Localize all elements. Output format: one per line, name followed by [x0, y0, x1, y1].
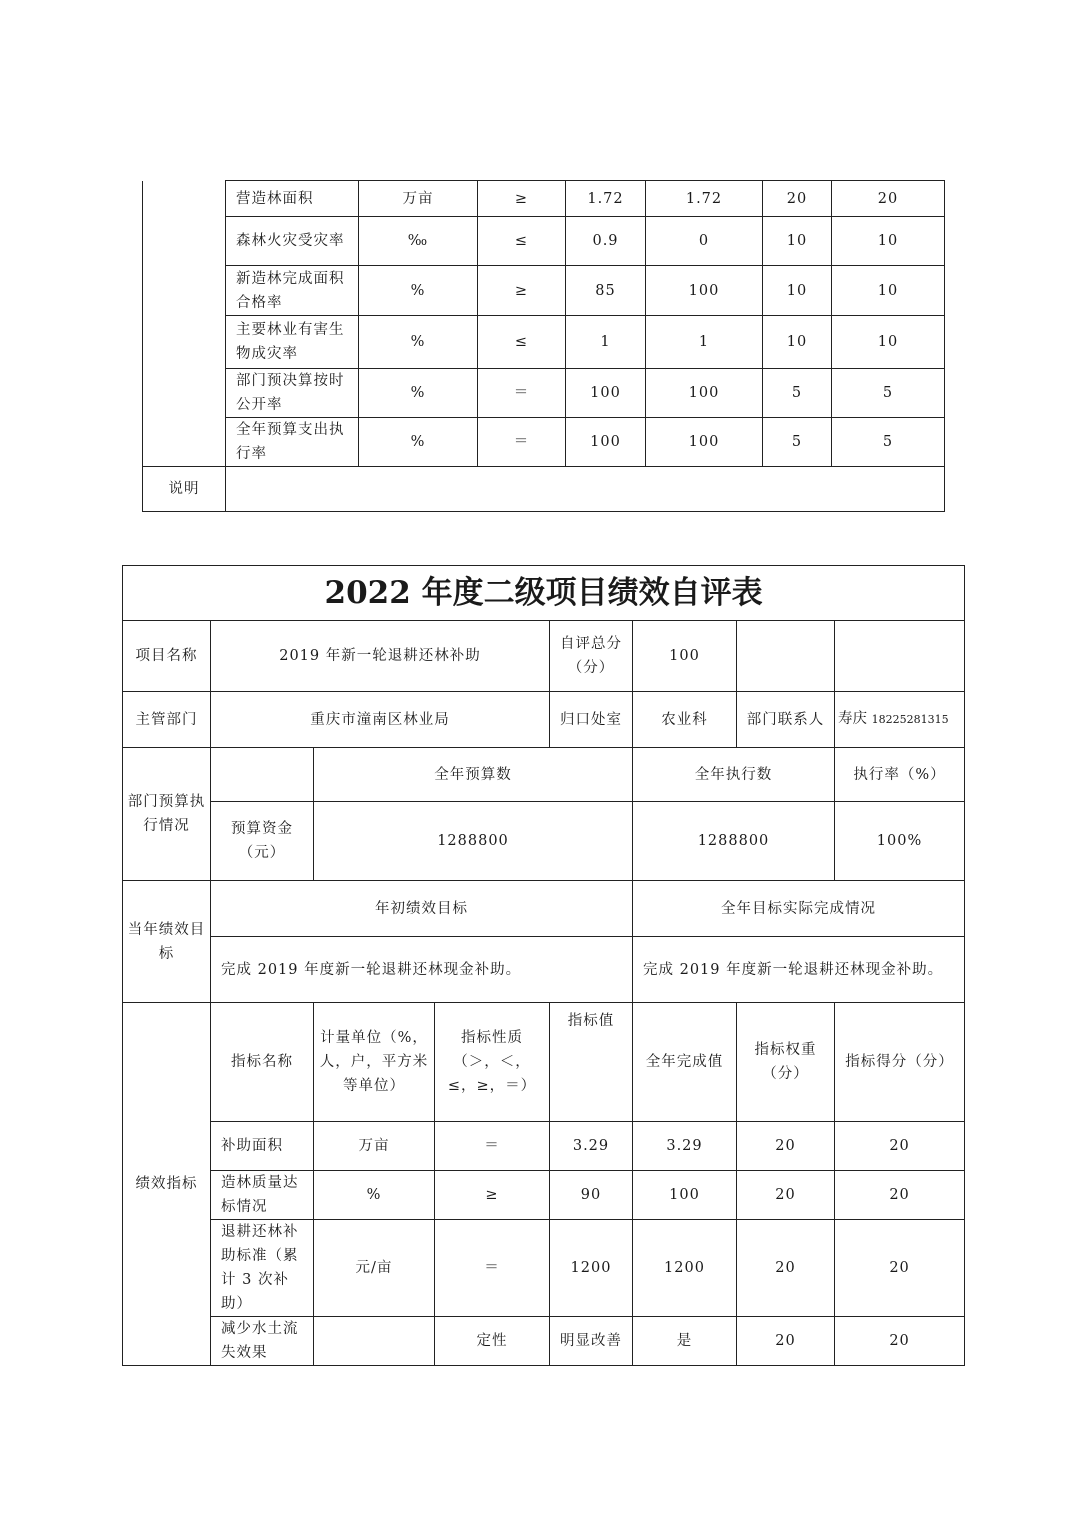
indicator-target: 85 [566, 266, 646, 316]
kpi-header-nature: 指标性质（＞，＜，≤，≥，＝） [435, 1003, 550, 1122]
department-row [123, 692, 965, 748]
indicator-name: 营造林面积 [226, 181, 359, 217]
table-row [123, 1122, 965, 1171]
table-row [143, 266, 945, 316]
indicator-name: 部门预决算按时公开率 [226, 369, 359, 418]
goal-value-row [123, 937, 965, 1003]
budget-total-value: 1288800 [314, 802, 633, 881]
contact-value [835, 692, 965, 748]
kpi-unit [314, 1317, 435, 1366]
form-title: 2022 年度二级项目绩效自评表 [123, 566, 965, 621]
kpi-target: 明显改善 [550, 1317, 633, 1366]
goal-initial-header: 年初绩效目标 [211, 881, 633, 937]
budget-header-row [123, 748, 965, 802]
indicator-target: 1.72 [566, 181, 646, 217]
note-value [226, 467, 945, 512]
indicator-operator: ≥ [478, 266, 566, 316]
indicator-unit: % [359, 316, 478, 369]
project-name-value: 2019 年新一轮退耕还林补助 [211, 621, 550, 692]
table-row [143, 418, 945, 467]
kpi-target: 1200 [550, 1220, 633, 1317]
kpi-unit: % [314, 1171, 435, 1220]
kpi-actual: 是 [633, 1317, 737, 1366]
kpi-header-value: 指标值 [550, 1003, 633, 1122]
kpi-score: 20 [835, 1122, 965, 1171]
indicator-unit: % [359, 369, 478, 418]
indicator-actual: 1.72 [646, 181, 763, 217]
budget-rate-value: 100% [835, 802, 965, 881]
goal-actual-header: 全年目标实际完成情况 [633, 881, 965, 937]
budget-exec-value: 1288800 [633, 802, 835, 881]
indicator-score: 10 [832, 316, 945, 369]
indicator-target: 100 [566, 418, 646, 467]
contact-phone: 18225281315 [871, 713, 949, 726]
empty-cell [835, 621, 965, 692]
note-label: 说明 [143, 467, 226, 512]
budget-total-header: 全年预算数 [314, 748, 633, 802]
empty-cell [211, 748, 314, 802]
indicator-name: 森林火灾受灾率 [226, 217, 359, 266]
goal-header-row [123, 881, 965, 937]
table-row [143, 316, 945, 369]
table-row [123, 1220, 965, 1317]
indicator-actual: 100 [646, 418, 763, 467]
goal-initial-value: 完成 2019 年度新一轮退耕还林现金补助。 [211, 937, 633, 1003]
kpi-header-row [123, 1003, 965, 1122]
budget-value-row [123, 802, 965, 881]
kpi-header-weight: 指标权重（分） [737, 1003, 835, 1122]
kpi-weight: 20 [737, 1122, 835, 1171]
kpi-operator: ＝ [435, 1220, 550, 1317]
kpi-header-unit: 计量单位（%，人，户，平方米等单位） [314, 1003, 435, 1122]
kpi-target: 3.29 [550, 1122, 633, 1171]
indicator-weight: 20 [763, 181, 832, 217]
kpi-name: 减少水土流失效果 [211, 1317, 314, 1366]
indicator-unit: % [359, 418, 478, 467]
indicator-actual: 100 [646, 266, 763, 316]
table-row [123, 1171, 965, 1220]
self-score-value: 100 [633, 621, 737, 692]
project-name-label: 项目名称 [123, 621, 211, 692]
indicator-target: 100 [566, 369, 646, 418]
indicator-operator: ＝ [478, 418, 566, 467]
kpi-weight: 20 [737, 1220, 835, 1317]
office-value: 农业科 [633, 692, 737, 748]
indicator-score: 5 [832, 418, 945, 467]
indicator-actual: 0 [646, 217, 763, 266]
indicator-target: 0.9 [566, 217, 646, 266]
kpi-header-score: 指标得分（分） [835, 1003, 965, 1122]
indicator-name: 全年预算支出执行率 [226, 418, 359, 467]
table-row [143, 181, 945, 217]
kpi-header-actual: 全年完成值 [633, 1003, 737, 1122]
indicator-weight: 10 [763, 217, 832, 266]
kpi-operator: ≥ [435, 1171, 550, 1220]
indicator-operator: ＝ [478, 369, 566, 418]
indicator-unit: % [359, 266, 478, 316]
kpi-label: 绩效指标 [123, 1003, 211, 1366]
kpi-actual: 1200 [633, 1220, 737, 1317]
indicator-unit: 万亩 [359, 181, 478, 217]
indicator-table-continued [142, 180, 945, 512]
indicator-weight: 5 [763, 369, 832, 418]
kpi-score: 20 [835, 1171, 965, 1220]
budget-rate-header: 执行率（%） [835, 748, 965, 802]
kpi-name: 造林质量达标情况 [211, 1171, 314, 1220]
goal-actual-value: 完成 2019 年度新一轮退耕还林现金补助。 [633, 937, 965, 1003]
budget-exec-header: 全年执行数 [633, 748, 835, 802]
kpi-operator: 定性 [435, 1317, 550, 1366]
table-row [123, 1317, 965, 1366]
goal-label: 当年绩效目标 [123, 881, 211, 1003]
indicator-score: 10 [832, 266, 945, 316]
indicator-score: 10 [832, 217, 945, 266]
indicator-weight: 10 [763, 316, 832, 369]
kpi-weight: 20 [737, 1317, 835, 1366]
kpi-target: 90 [550, 1171, 633, 1220]
kpi-header-name: 指标名称 [211, 1003, 314, 1122]
kpi-score: 20 [835, 1220, 965, 1317]
kpi-score: 20 [835, 1317, 965, 1366]
contact-label: 部门联系人 [737, 692, 835, 748]
department-value: 重庆市潼南区林业局 [211, 692, 550, 748]
self-evaluation-table [122, 565, 965, 1366]
kpi-weight: 20 [737, 1171, 835, 1220]
indicator-unit: ‰ [359, 217, 478, 266]
self-score-label: 自评总分（分） [550, 621, 633, 692]
kpi-unit: 元/亩 [314, 1220, 435, 1317]
indicator-target: 1 [566, 316, 646, 369]
note-row [143, 467, 945, 512]
indicator-operator: ≥ [478, 181, 566, 217]
blank-category-cell [143, 181, 226, 467]
kpi-operator: ＝ [435, 1122, 550, 1171]
indicator-weight: 10 [763, 266, 832, 316]
empty-cell [737, 621, 835, 692]
kpi-actual: 3.29 [633, 1122, 737, 1171]
indicator-operator: ≤ [478, 217, 566, 266]
project-row [123, 621, 965, 692]
office-label: 归口处室 [550, 692, 633, 748]
department-label: 主管部门 [123, 692, 211, 748]
indicator-actual: 1 [646, 316, 763, 369]
kpi-actual: 100 [633, 1171, 737, 1220]
table-row [143, 369, 945, 418]
indicator-actual: 100 [646, 369, 763, 418]
indicator-name: 新造林完成面积合格率 [226, 266, 359, 316]
indicator-name: 主要林业有害生物成灾率 [226, 316, 359, 369]
indicator-weight: 5 [763, 418, 832, 467]
table-row [143, 217, 945, 266]
budget-fund-label: 预算资金（元） [211, 802, 314, 881]
kpi-name: 退耕还林补助标准（累计 3 次补助） [211, 1220, 314, 1317]
indicator-score: 5 [832, 369, 945, 418]
indicator-score: 20 [832, 181, 945, 217]
kpi-unit: 万亩 [314, 1122, 435, 1171]
contact-name: 寿庆 [838, 711, 867, 727]
kpi-name: 补助面积 [211, 1122, 314, 1171]
indicator-operator: ≤ [478, 316, 566, 369]
budget-label: 部门预算执行情况 [123, 748, 211, 881]
